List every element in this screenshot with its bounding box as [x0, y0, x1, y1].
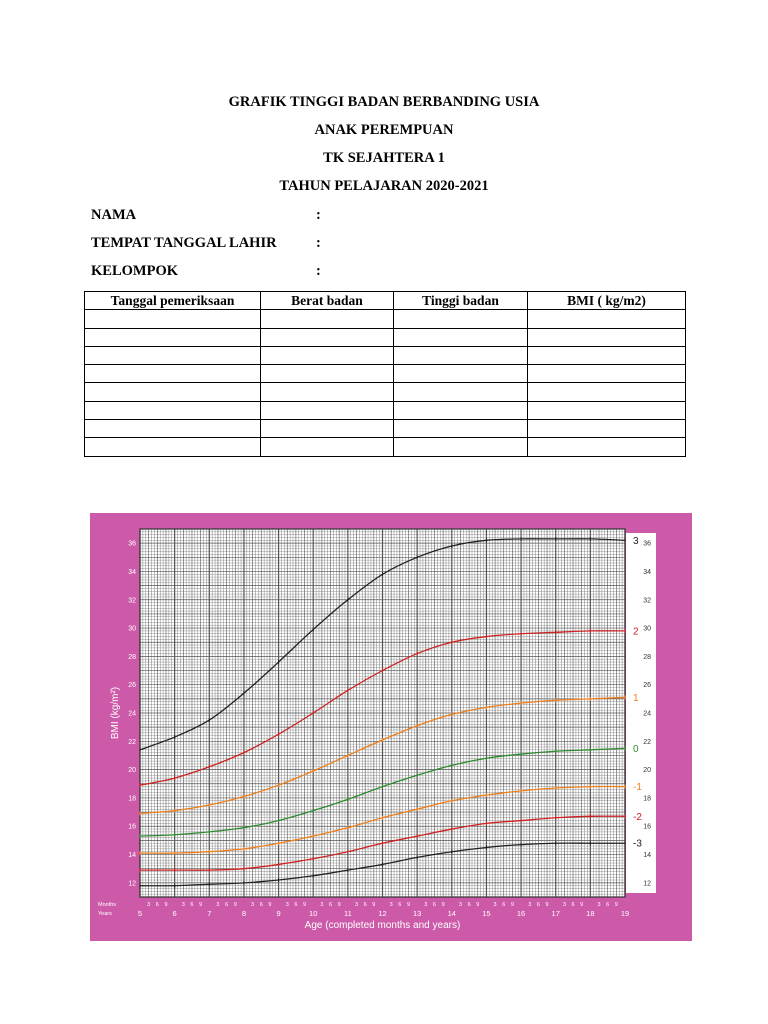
series-label-minus1: -1 — [633, 782, 642, 794]
y-tick-label-right: 12 — [643, 880, 651, 888]
table-cell[interactable] — [261, 438, 394, 456]
table-cell[interactable] — [394, 310, 528, 328]
month-tick-label: 9 — [199, 902, 203, 908]
y-tick-label-right: 18 — [643, 795, 651, 803]
month-tick-label: 6 — [571, 902, 575, 908]
month-tick-label: 3 — [181, 902, 185, 908]
column-header-bmi: BMI ( kg/m2) — [528, 292, 686, 310]
y-tick-label-right: 26 — [643, 682, 651, 690]
y-axis-label: BMI (kg/m²) — [110, 686, 121, 740]
y-tick-label-left: 14 — [128, 852, 136, 860]
month-tick-label: 9 — [372, 902, 376, 908]
y-tick-label-left: 16 — [128, 823, 136, 831]
month-tick-label: 3 — [597, 902, 601, 908]
year-tick-label: 7 — [207, 909, 212, 918]
table-cell[interactable] — [85, 365, 261, 383]
month-tick-label: 3 — [354, 902, 359, 908]
y-tick-label-right: 28 — [643, 653, 651, 661]
year-tick-label: 14 — [447, 909, 456, 918]
table-row — [85, 401, 686, 419]
year-tick-label: 15 — [482, 909, 491, 918]
month-tick-label: 3 — [389, 902, 393, 908]
table-cell[interactable] — [394, 328, 528, 346]
info-separator: : — [316, 235, 321, 251]
month-tick-label: 9 — [476, 902, 480, 908]
month-tick-label: 6 — [502, 902, 506, 908]
month-tick-label: 3 — [251, 902, 255, 908]
years-row-label: Years — [98, 911, 112, 917]
y-tick-label-left: 32 — [128, 597, 136, 605]
months-row-label: Months — [98, 902, 117, 908]
month-tick-label: 3 — [216, 902, 220, 908]
info-row-group — [91, 261, 491, 289]
table-cell[interactable] — [528, 346, 686, 364]
table-cell[interactable] — [85, 401, 261, 419]
year-tick-label: 10 — [309, 909, 318, 918]
table-cell[interactable] — [85, 438, 261, 456]
month-tick-label: 6 — [329, 902, 333, 908]
month-tick-label: 3 — [285, 902, 289, 908]
table-cell[interactable] — [394, 365, 528, 383]
year-tick-label: 5 — [137, 909, 143, 918]
month-tick-label: 6 — [363, 902, 367, 908]
month-tick-label: 3 — [562, 902, 566, 908]
month-tick-label: 6 — [294, 902, 298, 908]
month-tick-label: 3 — [424, 902, 428, 908]
table-row — [85, 438, 686, 456]
table-cell[interactable] — [394, 420, 528, 438]
table-cell[interactable] — [261, 420, 394, 438]
y-tick-label-left: 26 — [128, 682, 136, 690]
table-row — [85, 383, 686, 401]
year-tick-label: 9 — [276, 909, 281, 918]
y-tick-label-left: 36 — [128, 540, 136, 548]
y-tick-label-left: 24 — [128, 710, 136, 718]
info-label-name: NAMA — [91, 207, 137, 223]
y-tick-label-right: 14 — [643, 852, 651, 860]
main-title: GRAFIK TINGGI BADAN BERBANDING USIA — [228, 94, 540, 110]
table-cell[interactable] — [261, 310, 394, 328]
y-tick-label-right: 32 — [643, 597, 651, 605]
table-cell[interactable] — [261, 401, 394, 419]
column-header-weight: Berat badan — [261, 292, 394, 310]
x-axis-label: Age (completed months and years) — [304, 920, 461, 931]
month-tick-label: 6 — [190, 902, 194, 908]
month-tick-label: 6 — [536, 902, 540, 908]
table-cell[interactable] — [528, 420, 686, 438]
table-cell[interactable] — [261, 328, 394, 346]
info-row-birth — [91, 233, 491, 261]
y-tick-label-left: 18 — [128, 795, 136, 803]
year-tick-label: 11 — [343, 909, 352, 918]
table-cell[interactable] — [85, 328, 261, 346]
info-label-birth: TEMPAT TANGGAL LAHIR — [91, 235, 277, 251]
y-tick-label-right: 16 — [643, 823, 651, 831]
month-tick-label: 9 — [337, 902, 341, 908]
y-tick-label-left: 30 — [128, 625, 136, 633]
month-tick-label: 3 — [147, 902, 151, 908]
examination-table — [84, 291, 686, 457]
table-cell[interactable] — [528, 401, 686, 419]
table-cell[interactable] — [528, 310, 686, 328]
year-tick-label: 6 — [172, 909, 177, 918]
subtitle-school: TK SEJAHTERA 1 — [323, 150, 445, 166]
info-label-group: KELOMPOK — [91, 263, 178, 279]
y-tick-label-left: 28 — [128, 653, 136, 661]
month-tick-label: 3 — [528, 902, 532, 908]
year-tick-label: 18 — [586, 909, 595, 918]
table-header-row — [85, 292, 686, 310]
column-header-date: Tanggal pemeriksaan — [85, 292, 261, 310]
month-tick-label: 6 — [259, 902, 263, 908]
table-cell[interactable] — [261, 383, 394, 401]
table-row — [85, 328, 686, 346]
year-tick-label: 17 — [551, 909, 560, 918]
table-row — [85, 346, 686, 364]
year-tick-label: 16 — [516, 909, 526, 918]
table-cell[interactable] — [85, 383, 261, 401]
info-separator: : — [316, 263, 321, 279]
month-tick-label: 3 — [458, 902, 462, 908]
month-tick-label: 9 — [441, 902, 445, 908]
table-cell[interactable] — [261, 365, 394, 383]
year-tick-label: 12 — [378, 909, 387, 918]
month-tick-label: 9 — [268, 902, 272, 908]
table-cell[interactable] — [261, 346, 394, 364]
month-tick-label: 6 — [155, 902, 159, 908]
bmi-chart — [90, 513, 692, 941]
table-cell[interactable] — [394, 438, 528, 456]
month-tick-label: 6 — [225, 902, 229, 908]
y-tick-label-right: 24 — [643, 710, 651, 718]
month-tick-label: 3 — [320, 902, 324, 908]
series-label-minus3: -3 — [633, 838, 642, 850]
y-tick-label-right: 30 — [643, 625, 651, 633]
table-body — [85, 310, 686, 456]
series-label-1: 1 — [633, 692, 639, 704]
table-row — [85, 365, 686, 383]
bmi-chart-svg — [90, 513, 692, 941]
month-tick-label: 9 — [545, 902, 549, 908]
y-tick-label-left: 12 — [128, 880, 136, 888]
table-row — [85, 420, 686, 438]
month-tick-label: 9 — [614, 902, 618, 908]
y-tick-label-right: 34 — [643, 568, 651, 576]
month-tick-label: 6 — [432, 902, 436, 908]
month-tick-label: 9 — [164, 902, 168, 908]
table-cell[interactable] — [394, 383, 528, 401]
y-tick-label-right: 36 — [643, 540, 651, 548]
subtitle-year: TAHUN PELAJARAN 2020-2021 — [279, 178, 489, 194]
table-cell[interactable] — [85, 420, 261, 438]
month-tick-label: 6 — [606, 902, 610, 908]
table-cell[interactable] — [85, 346, 261, 364]
series-label-2: 2 — [633, 626, 639, 638]
month-tick-label: 3 — [493, 902, 497, 908]
y-tick-label-left: 20 — [128, 767, 136, 775]
table-cell[interactable] — [394, 401, 528, 419]
table-cell[interactable] — [85, 310, 261, 328]
series-label-3: 3 — [633, 535, 639, 547]
student-info — [91, 205, 491, 289]
month-tick-label: 6 — [398, 902, 402, 908]
table-row — [85, 310, 686, 328]
y-tick-label-right: 20 — [643, 767, 651, 775]
year-tick-label: 13 — [412, 909, 422, 918]
document-titles — [0, 92, 768, 204]
month-tick-label: 9 — [406, 902, 411, 908]
month-tick-label: 9 — [510, 902, 514, 908]
month-tick-label: 9 — [233, 902, 237, 908]
y-tick-label-left: 34 — [128, 568, 136, 576]
info-row-name — [91, 205, 491, 233]
month-tick-label: 9 — [580, 902, 584, 908]
table-cell[interactable] — [528, 438, 686, 456]
y-tick-label-right: 22 — [643, 738, 651, 746]
table-cell[interactable] — [528, 328, 686, 346]
column-header-height: Tinggi badan — [394, 292, 528, 310]
y-tick-label-left: 22 — [128, 738, 136, 746]
month-tick-label: 6 — [467, 902, 471, 908]
table-cell[interactable] — [394, 346, 528, 364]
info-separator: : — [316, 207, 321, 223]
year-tick-label: 8 — [241, 909, 247, 918]
month-tick-label: 9 — [303, 902, 307, 908]
series-label-minus2: -2 — [633, 811, 642, 823]
year-tick-label: 19 — [620, 909, 630, 918]
table-cell[interactable] — [528, 365, 686, 383]
series-label-0: 0 — [633, 743, 639, 755]
subtitle-gender: ANAK PEREMPUAN — [314, 122, 454, 138]
table-cell[interactable] — [528, 383, 686, 401]
